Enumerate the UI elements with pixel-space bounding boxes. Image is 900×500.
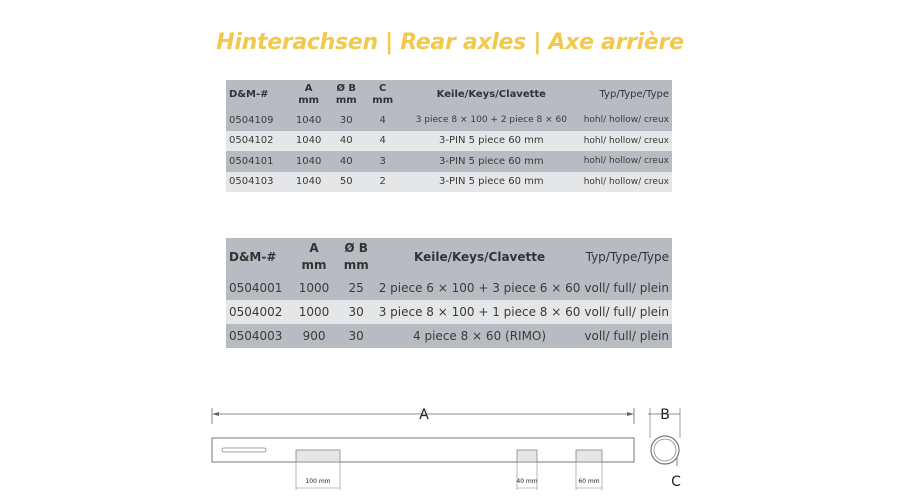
label-c: C	[671, 474, 681, 490]
cell-a: 1040	[295, 155, 322, 167]
cell-b: 50	[339, 176, 353, 188]
col-keys: Keile/Keys/Clavette	[413, 249, 546, 264]
cell-b: 25	[348, 281, 364, 295]
cross-section-inner	[654, 439, 676, 461]
cell-c: 4	[379, 135, 386, 147]
cell-dm: 0504101	[229, 155, 274, 167]
cell-keys: 3 piece 8 × 100 + 1 piece 8 × 60	[378, 305, 581, 319]
cell-type: voll/ full/ plein	[584, 305, 669, 319]
cell-type: voll/ full/ plein	[584, 329, 669, 343]
cell-a: 900	[302, 329, 326, 343]
col-a: A mm	[298, 83, 320, 106]
label-40mm: 40 mm	[516, 478, 538, 485]
col-dm: D&M-#	[229, 249, 277, 264]
axle-body	[212, 438, 634, 462]
label-60mm: 60 mm	[578, 478, 600, 485]
keyslot-60	[576, 450, 602, 462]
axle-keyway-slot	[222, 448, 266, 452]
cell-b: 30	[339, 114, 353, 126]
cell-b: 40	[339, 155, 353, 167]
col-c: C mm	[372, 83, 394, 106]
cell-type: hohl/ hollow/ creux	[583, 156, 669, 167]
cell-a: 1040	[295, 114, 322, 126]
col-a: A mm	[301, 241, 327, 272]
cell-dm: 0504003	[229, 329, 283, 343]
keyslot-40	[517, 450, 537, 462]
cell-c: 4	[379, 114, 386, 126]
cell-a: 1040	[295, 176, 322, 188]
cell-dm: 0504001	[229, 281, 283, 295]
cell-a: 1000	[298, 305, 330, 319]
cell-keys: 3-PIN 5 piece 60 mm	[439, 176, 544, 188]
cell-c: 2	[379, 176, 386, 188]
cell-b: 30	[348, 305, 364, 319]
cell-dm: 0504103	[229, 176, 274, 188]
label-b: B	[660, 407, 670, 423]
cell-type: voll/ full/ plein	[584, 281, 669, 295]
label-100mm: 100 mm	[305, 478, 331, 485]
col-dm: D&M-#	[229, 89, 269, 100]
cell-dm: 0504109	[229, 114, 274, 126]
col-b: Ø B mm	[343, 241, 369, 272]
cell-keys: 4 piece 8 × 60 (RIMO)	[413, 329, 547, 343]
cell-c: 3	[379, 155, 386, 167]
dim-a-arrow-left	[212, 412, 219, 416]
cell-keys: 3-PIN 5 piece 60 mm	[439, 135, 544, 147]
cell-type: hohl/ hollow/ creux	[583, 176, 669, 187]
cell-keys: 3 piece 8 × 100 + 2 piece 8 × 60	[415, 115, 567, 126]
label-a: A	[419, 407, 429, 423]
cell-type: hohl/ hollow/ creux	[583, 115, 669, 126]
cell-a: 1040	[295, 135, 322, 147]
page-title: Hinterachsen | Rear axles | Axe arrière	[216, 30, 684, 55]
cell-b: 40	[339, 135, 353, 147]
col-b: Ø B mm	[335, 83, 357, 106]
cell-dm: 0504002	[229, 305, 283, 319]
cell-dm: 0504102	[229, 135, 274, 147]
dim-a-arrow-right	[627, 412, 634, 416]
col-keys: Keile/Keys/Clavette	[436, 89, 546, 100]
cell-b: 30	[348, 329, 364, 343]
cell-keys: 2 piece 6 × 100 + 3 piece 6 × 60	[378, 281, 581, 295]
cell-keys: 3-PIN 5 piece 60 mm	[439, 155, 544, 167]
keyslot-100	[296, 450, 340, 462]
col-type: Typ/Type/Type	[585, 249, 669, 264]
cell-type: hohl/ hollow/ creux	[583, 135, 669, 146]
col-type: Typ/Type/Type	[599, 89, 669, 100]
cell-a: 1000	[298, 281, 330, 295]
